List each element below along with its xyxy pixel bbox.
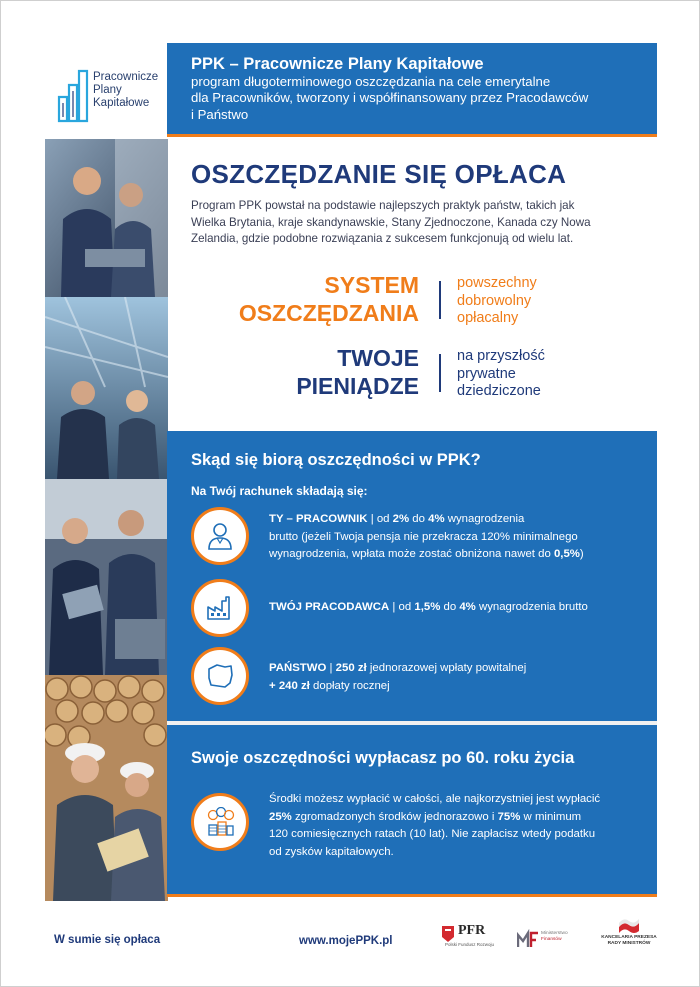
footer-url-link[interactable]: www.mojePPK.pl xyxy=(299,935,393,947)
employee-text: TY – PRACOWNIK | od 2% do 4% wynagrodzenia brutto (jeżeli Twoja pensja nie przekracza 120% minimalnego wynagrodzenia, wpłata może zostać obniżona nawet do 0,5%) xyxy=(269,513,584,560)
feature-your-money xyxy=(191,344,641,404)
person-icon xyxy=(205,521,235,551)
feature-title: TWOJE PIENIĄDZE xyxy=(296,345,419,399)
factory-icon xyxy=(205,593,235,623)
contributions-section xyxy=(167,431,657,721)
employer-circle xyxy=(191,579,249,637)
footer-tagline: W sumie się opłaca xyxy=(54,934,161,946)
state-text: PAŃSTWO | 250 zł jednorazowej wpłaty powitalnej + 240 zł dopłaty rocznej xyxy=(269,662,527,692)
header-desc-line2: dla Pracowników, tworzony i współfinansowany przez Pracodawców xyxy=(191,90,589,106)
photo-engineers-tablet xyxy=(45,479,168,675)
contributions-subtitle: Na Twój rachunek składają się: xyxy=(191,484,368,498)
contributions-title: Skąd się biorą oszczędności w PPK? xyxy=(191,451,481,469)
kprm-logo: KANCELARIA PREZESA RADY MINISTRÓW xyxy=(597,919,661,949)
header-desc-line1: program długoterminowego oszczędzania na cele emerytalne xyxy=(191,74,551,89)
photo-women-wood xyxy=(45,675,168,901)
coins-icon xyxy=(205,807,235,837)
feature-savings-system xyxy=(191,271,641,331)
header-title: PPK – Pracownicze Plany Kapitałowe xyxy=(191,55,484,73)
payout-section xyxy=(167,725,657,897)
feature-divider xyxy=(439,281,441,319)
payout-title: Swoje oszczędności wypłacasz po 60. roku życia xyxy=(191,749,575,767)
payout-text: Środki możesz wypłacić w całości, ale najkorzystniej jest wypłacić 25% zgromadzonych środków jednorazowo i 75% w minimum 120 comiesięcznych ratach (10 lat). Nie zapłacisz wtedy podatku od zysków kapitałowych. xyxy=(269,793,601,858)
main-title: OSZCZĘDZANIE SIĘ OPŁACA xyxy=(191,159,567,189)
payout-circle xyxy=(191,793,249,851)
intro-text: Program PPK powstał na podstawie najlepszych praktyk państw, takich jak Wielka Brytania, kraje skandynawskie, Stany Zjednoczone, Kanada czy Nowa Zelandia, gdzie podobne rozwiązania z sukcesem funkcjonują od wielu lat. xyxy=(191,199,591,245)
photo-column xyxy=(45,139,168,901)
employee-circle xyxy=(191,507,249,565)
ministry-finance-logo: Ministerstwo Finansów xyxy=(517,927,583,951)
state-circle xyxy=(191,647,249,705)
mf-emblem-icon xyxy=(517,929,539,949)
feature-list: na przyszłość prywatne dziedziczone xyxy=(457,348,545,399)
poland-map-icon xyxy=(205,661,235,691)
kprm-flag-icon xyxy=(618,919,640,933)
ppk-logo-text: Pracownicze Plany Kapitałowe xyxy=(93,71,159,109)
feature-title: SYSTEM OSZCZĘDZANIA xyxy=(238,272,419,326)
header-desc-line3: i Państwo xyxy=(191,106,249,122)
ppk-logo xyxy=(57,67,167,127)
header-band xyxy=(167,43,657,137)
pfr-logo: PFR Polski Fundusz Rozwoju xyxy=(441,923,501,953)
photo-factory-hall xyxy=(45,297,168,479)
employer-text: TWÓJ PRACODAWCA | od 1,5% do 4% wynagrodzenia brutto xyxy=(269,601,588,613)
feature-list: powszechny dobrowolny opłacalny xyxy=(457,275,537,326)
ppk-logo-bars-icon xyxy=(57,67,91,123)
pfr-emblem-icon xyxy=(441,925,455,943)
photo-workers-machine xyxy=(45,139,168,297)
feature-divider xyxy=(439,354,441,392)
